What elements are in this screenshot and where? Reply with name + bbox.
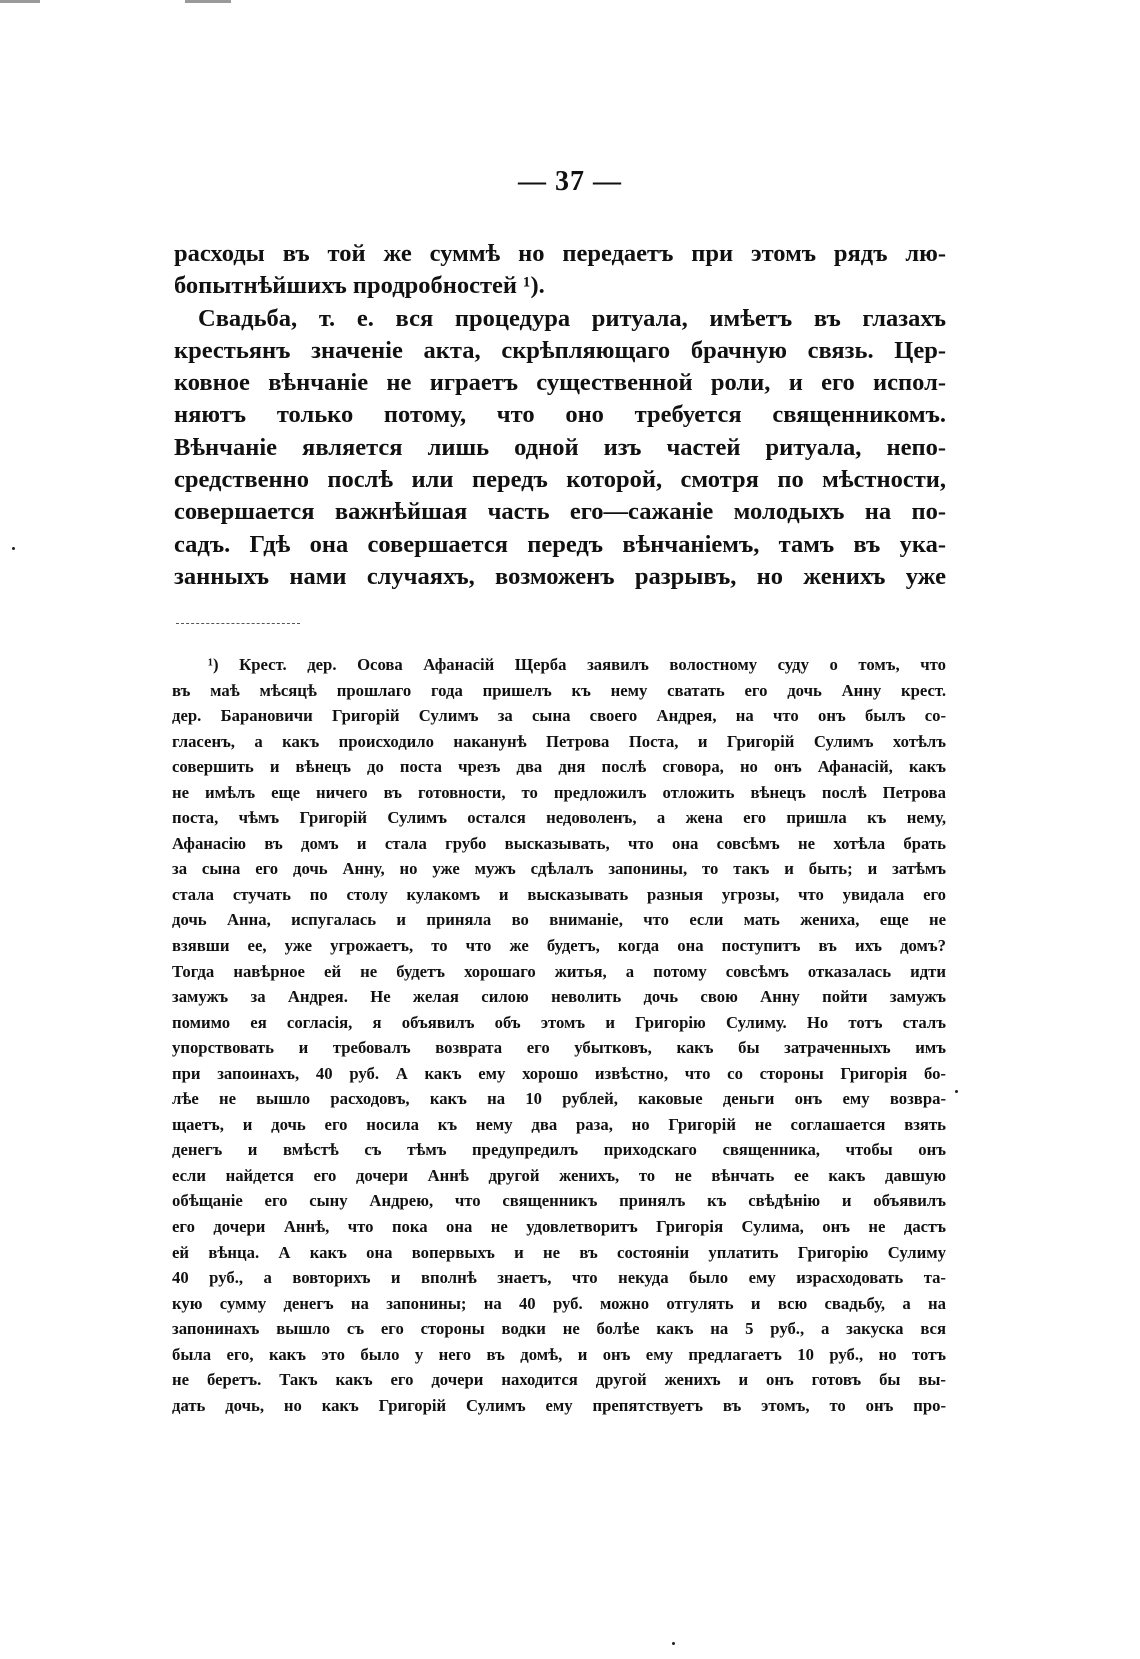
footnote-line: замужъ за Андрея. Не желая силою неволить дочь свою Анну пойти замужъ <box>172 987 946 1007</box>
footnote-line: если найдется его дочери Аннѣ другой женихъ, то не вѣнчать ее какъ давшую <box>172 1165 946 1185</box>
text-line: ковное вѣнчаніе не играетъ существенной роли, и его испол- <box>174 369 946 397</box>
footnote-line: при запоинахъ, 40 руб. А какъ ему хорошо извѣстно, что со стороны Григорія бо- <box>172 1063 946 1083</box>
footnote-line: стала стучать по столу кулакомъ и высказывать разныя угрозы, что увидала его <box>172 884 946 904</box>
footnote-line: взявши ее, уже угрожаетъ, то что же будетъ, когда она поступитъ въ ихъ домъ? <box>172 936 946 956</box>
text-line: няютъ только потому, что оно требуется священникомъ. <box>174 401 946 429</box>
scan-speck <box>12 547 15 550</box>
footnote-line: ей вѣнца. А какъ она вопервыхъ и не въ состояніи уплатить Григорію Сулиму <box>172 1242 946 1262</box>
scan-speck <box>672 1642 675 1645</box>
footnote-line: гласенъ, а какъ происходило наканунѣ Петрова Поста, и Григорій Сулимъ хотѣлъ <box>172 731 946 751</box>
footnote-line: 40 руб., а вовторихъ и вполнѣ знаетъ, что некуда было ему израсходовать та- <box>172 1268 946 1288</box>
scan-edge-mark <box>0 0 40 3</box>
scan-speck <box>955 1090 958 1093</box>
footnote-line: щаетъ, и дочь его носила къ нему два раза, но Григорій не соглашается взять <box>172 1114 946 1134</box>
footnote <box>172 652 946 1418</box>
main-text <box>174 238 946 593</box>
footnote-line: за сына его дочь Анну, но уже мужъ сдѣлалъ запонины, то такъ и быть; и затѣмъ <box>172 859 946 879</box>
footnote-line: его дочери Аннѣ, что пока она не удовлетворитъ Григорія Сулима, онъ не дастъ <box>172 1217 946 1237</box>
scan-edge-mark <box>185 0 231 3</box>
text-line: Вѣнчаніе является лишь одной изъ частей ритуала, непо- <box>174 433 946 461</box>
text-line: садъ. Гдѣ она совершается передъ вѣнчаніемъ, тамъ въ ука- <box>174 530 946 558</box>
text-line: совершается важнѣйшая часть его—сажаніе молодыхъ на по- <box>174 498 946 526</box>
footnote-line: лѣе не вышло расходовъ, какъ на 10 рублей, каковые деньги онъ ему возвра- <box>172 1089 946 1109</box>
footnote-line: поста, чѣмъ Григорій Сулимъ остался недоволенъ, а жена его пришла къ нему, <box>172 808 946 828</box>
footnote-line: упорствовать и требовалъ возврата его убытковъ, какъ бы затраченныхъ имъ <box>172 1038 946 1058</box>
footnote-line: въ маѣ мѣсяцѣ прошлаго года пришелъ къ нему сватать его дочь Анну крест. <box>172 680 946 700</box>
text-line: Свадьба, т. е. вся процедура ритуала, имѣетъ въ глазахъ <box>198 304 946 332</box>
footnote-line: помимо ея согласія, я объявилъ объ этомъ и Григорію Сулиму. Но тотъ сталъ <box>172 1012 946 1032</box>
footnote-line: Афанасію въ домъ и стала грубо высказывать, что она совсѣмъ не хотѣла брать <box>172 833 946 853</box>
footnote-line: запонинахъ вышло съ его стороны водки не болѣе какъ на 5 руб., а закуска вся <box>172 1319 946 1339</box>
footnote-line: кую сумму денегъ на запонины; на 40 руб. можно отгулять и всю свадьбу, а на <box>172 1293 946 1313</box>
footnote-divider <box>176 623 300 624</box>
text-line: крестьянъ значеніе акта, скрѣпляющаго брачную связь. Цер- <box>174 336 946 364</box>
footnote-line: не беретъ. Такъ какъ его дочери находится другой женихъ и онъ готовъ бы вы- <box>172 1370 946 1390</box>
footnote-line: дочь Анна, испугалась и приняла во вниманіе, что если мать жениха, еще не <box>172 910 946 930</box>
footnote-line: Тогда навѣрное ей не будетъ хорошаго житья, а потому совсѣмъ отказалась идти <box>172 961 946 981</box>
footnote-line: была его, какъ это было у него въ домѣ, и онъ ему предлагаетъ 10 руб., но тотъ <box>172 1344 946 1364</box>
text-line: бопытнѣйшихъ продробностей ¹). <box>174 272 545 300</box>
footnote-line: обѣщаніе его сыну Андрею, что священникъ принялъ къ свѣдѣнію и объявилъ <box>172 1191 946 1211</box>
footnote-line: не имѣлъ еще ничего въ готовности, то предложилъ отложить вѣнецъ послѣ Петрова <box>172 782 946 802</box>
text-line: занныхъ нами случаяхъ, возможенъ разрывъ, но женихъ уже <box>174 562 946 590</box>
footnote-line: дер. Барановичи Григорій Сулимъ за сына своего Андрея, на что онъ былъ со- <box>172 706 946 726</box>
footnote-line: дать дочь, но какъ Григорій Сулимъ ему препятствуетъ въ этомъ, то онъ про- <box>172 1395 946 1415</box>
footnote-line: совершить и вѣнецъ до поста чрезъ два дня послѣ сговора, но онъ Афанасій, какъ <box>172 757 946 777</box>
text-line: средственно послѣ или передъ которой, смотря по мѣстности, <box>174 466 946 494</box>
text-line: расходы въ той же суммѣ но передаетъ при этомъ рядъ лю- <box>174 240 946 267</box>
page-number: — 37 — <box>518 166 622 197</box>
footnote-line: денегъ и вмѣстѣ съ тѣмъ предупредилъ приходскаго священника, чтобы онъ <box>172 1140 946 1160</box>
footnote-line: ¹) Крест. дер. Осова Афанасій Щерба заявилъ волостному суду о томъ, что <box>208 655 946 674</box>
